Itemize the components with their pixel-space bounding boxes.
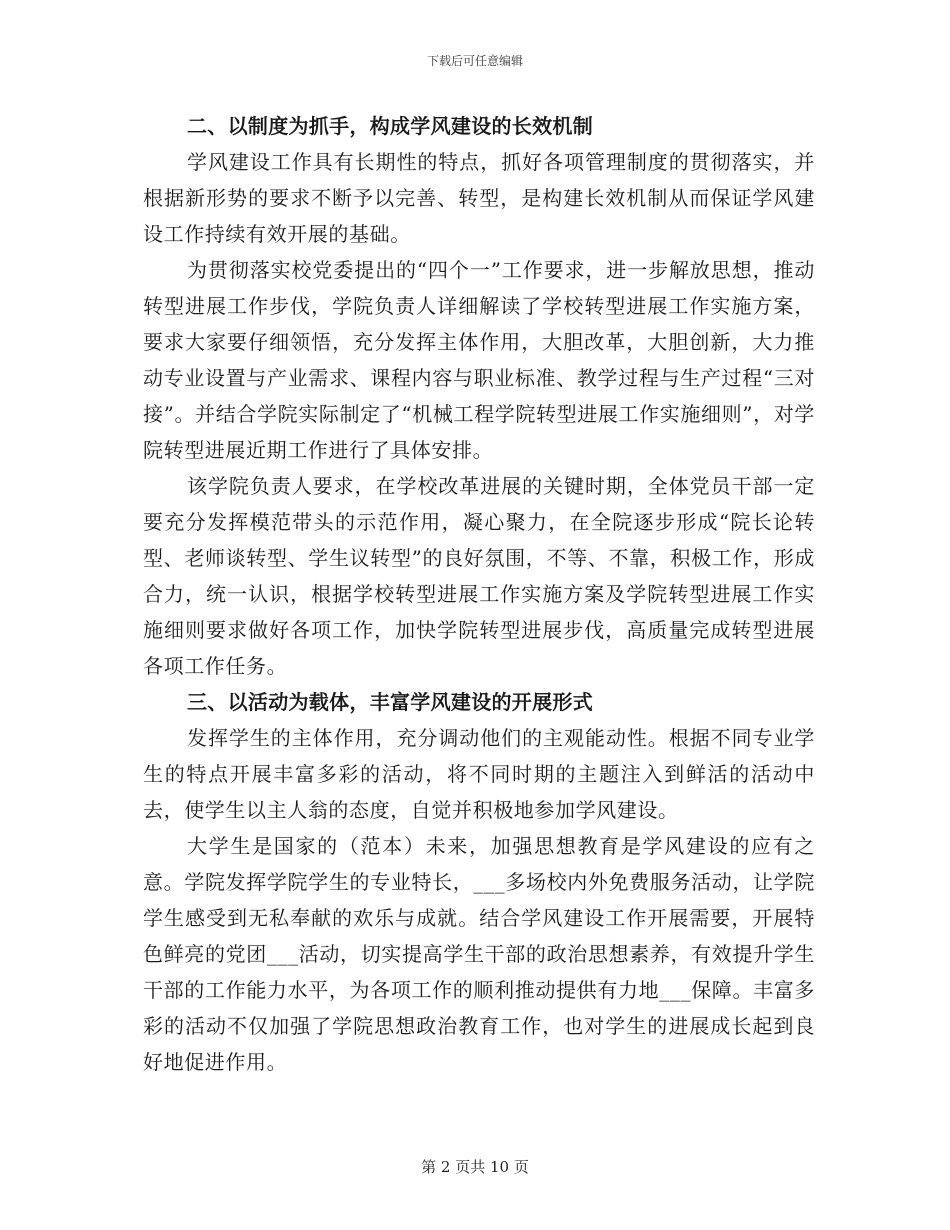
page-header: 下载后可任意编辑 <box>426 54 523 68</box>
paragraph: 该学院负责人要求，在学校改革进展的关键时期，全体党员干部一定要充分发挥模范带头的示范作用，凝心聚力，在全院逐步形成“院长论转型、老师谈转型、学生议转型”的良好氛围，不等、不靠，积极工作，形成合力，统一认识，根据学校转型进展工作实施方案及学院转型进展工作实施细则要求做好各项工作，加快学院转型进展步伐，高质量完成转型进展各项工作任务。 <box>143 474 815 678</box>
section-heading-2: 二、以制度为抓手，构成学风建设的长效机制 <box>187 114 593 138</box>
paragraph: 为贯彻落实校党委提出的“四个一”工作要求，进一步解放思想，推动转型进展工作步伐，学院负责人详细解读了学校转型进展工作实施方案，要求大家要仔细领悟，充分发挥主体作用，大胆改革，大胆创新，大力推动专业设置与产业需求、课程内容与职业标准、教学过程与生产过程“三对接”。并结合学院实际制定了“机械工程学院转型进展工作实施细则”，对学院转型进展近期工作进行了具体安排。 <box>143 258 815 462</box>
document-body <box>143 108 815 1080</box>
page-number: 第 2 页共 10 页 <box>421 1158 529 1176</box>
paragraph: 大学生是国家的（范本）未来，加强思想教育是学风建设的应有之意。学院发挥学院学生的专业特长，___多场校内外免费服务活动，让学院学生感受到无私奉献的欢乐与成就。结合学风建设工作开展需要，开展特色鲜亮的党团___活动，切实提高学生干部的政治思想素养，有效提升学生干部的工作能力水平，为各项工作的顺利推动提供有力地___保障。丰富多彩的活动不仅加强了学院思想政治教育工作，也对学生的进展成长起到良好地促进作用。 <box>143 834 815 1074</box>
paragraph: 发挥学生的主体作用，充分调动他们的主观能动性。根据不同专业学生的特点开展丰富多彩的活动，将不同时期的主题注入到鲜活的活动中去，使学生以主人翁的态度，自觉并积极地参加学风建设。 <box>143 726 815 822</box>
paragraph: 学风建设工作具有长期性的特点，抓好各项管理制度的贯彻落实，并根据新形势的要求不断予以完善、转型，是构建长效机制从而保证学风建设工作持续有效开展的基础。 <box>143 150 815 246</box>
section-heading-3: 三、以活动为载体，丰富学风建设的开展形式 <box>187 690 593 714</box>
